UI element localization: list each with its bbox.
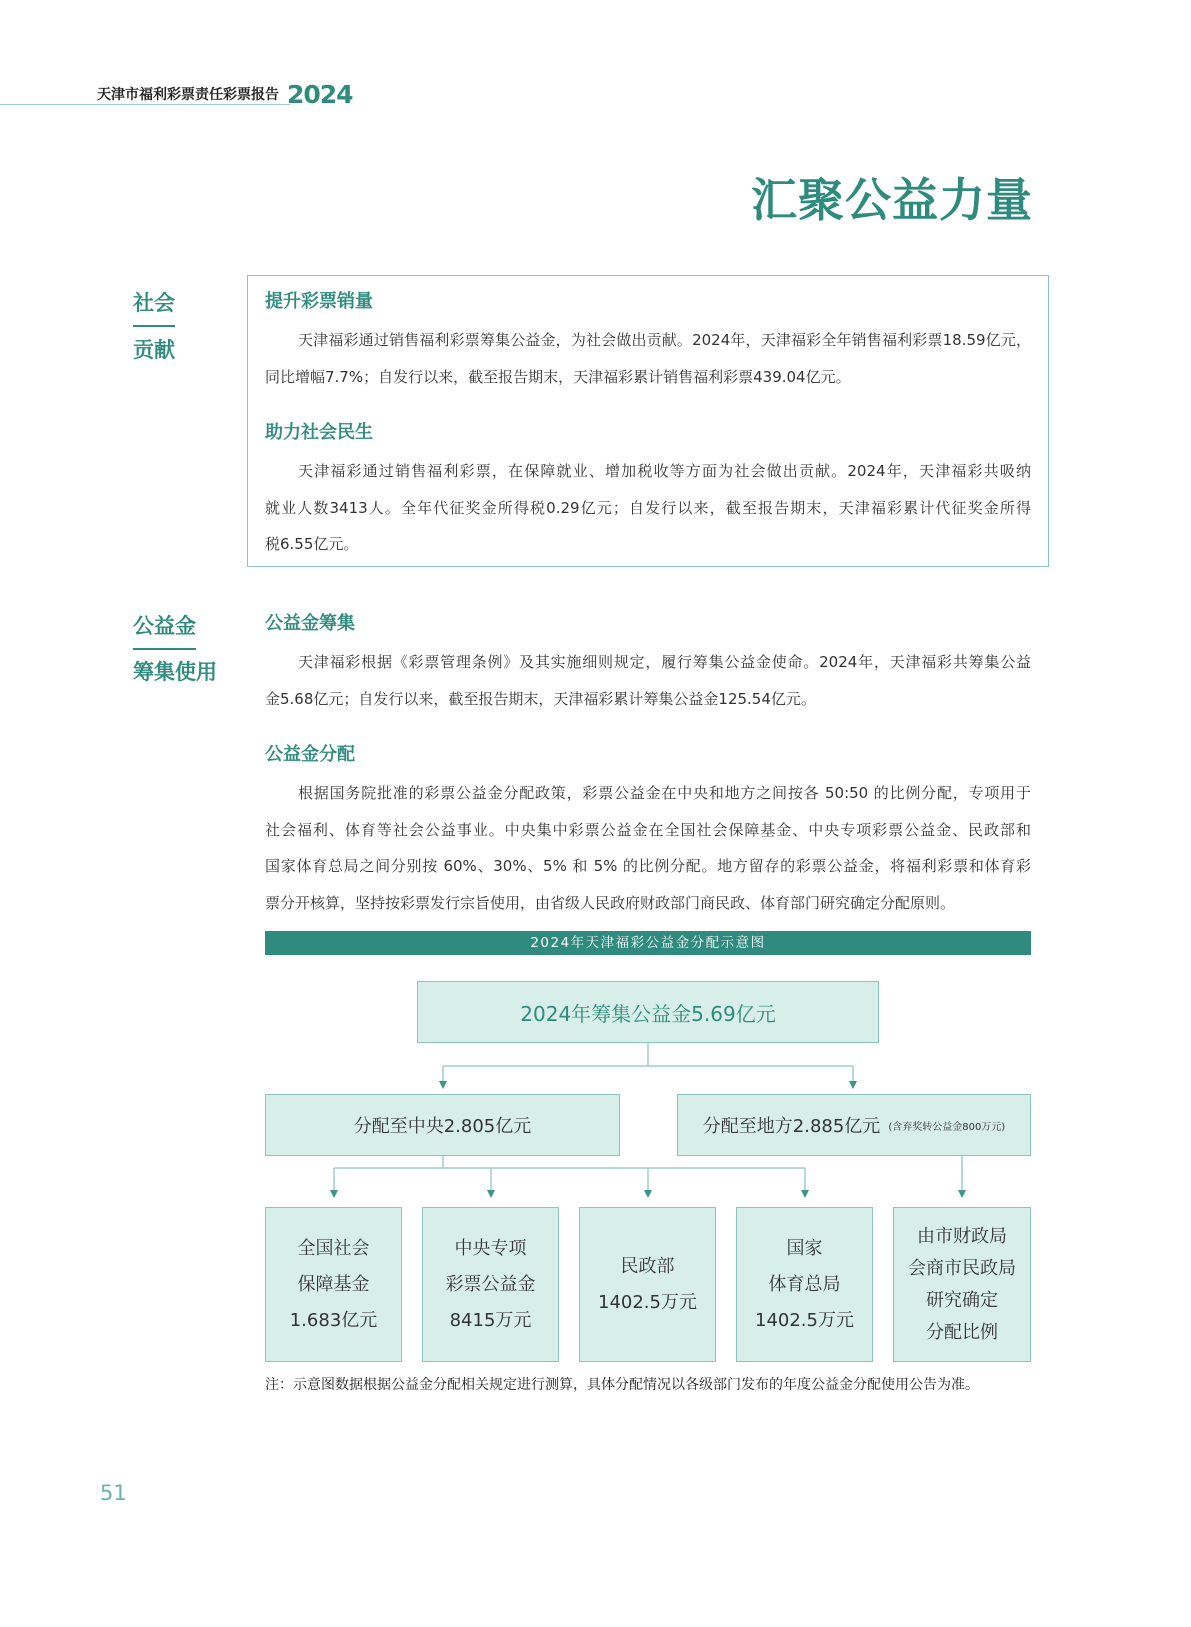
paragraph: [265, 644, 1031, 717]
section-label-rule: [133, 325, 175, 327]
recipient-line: 体育总局: [768, 1273, 841, 1295]
recipient-line: 保障基金: [297, 1273, 370, 1295]
diagram-footnote: 注：示意图数据根据公益金分配相关规定进行测算，具体分配情况以各级部门发布的年度公益金分配使用公告为准。: [265, 1377, 979, 1393]
paragraph: [265, 775, 1031, 921]
total-fund-box: [417, 981, 879, 1043]
recipient-line: 民政部: [620, 1255, 675, 1277]
recipient-line: 中央专项: [454, 1237, 527, 1259]
paragraph-line: 税6.55亿元。: [265, 535, 359, 553]
paragraph-line: 天津福彩根据《彩票管理条例》及其实施细则规定，履行筹集公益金使命。2024年，天津福彩共筹集公益: [298, 653, 1031, 671]
diagram-title-banner: 2024年天津福彩公益金分配示意图: [265, 931, 1031, 955]
block-heading: 公益金筹集: [265, 613, 355, 634]
central-allocation-box: [265, 1094, 620, 1156]
recipient-box-local-rule: [893, 1207, 1031, 1362]
paragraph-line: 金5.68亿元；自发行以来，截至报告期末，天津福彩累计筹集公益金125.54亿元。: [265, 689, 816, 708]
social-contribution-box: [247, 275, 1049, 567]
local-allocation-box: [677, 1094, 1031, 1156]
arrow-down-icon: [958, 1190, 966, 1198]
recipient-box-sports: [736, 1207, 873, 1362]
paragraph-line: 票分开核算，坚持按彩票发行宗旨使用，由省级人民政府财政部门商民政、体育部门研究确定分配原则。: [265, 893, 956, 912]
arrow-down-icon: [330, 1190, 338, 1198]
block-sales: [265, 289, 1031, 395]
central-allocation-label: 分配至中央2.805亿元: [353, 1116, 532, 1137]
recipient-amount: 1402.5万元: [755, 1309, 854, 1331]
paragraph-line: 根据国务院批准的彩票公益金分配政策，彩票公益金在中央和地方之间按各 50:50 的比例分配，专项用于: [298, 784, 1031, 802]
paragraph-line: 社会福利、体育等社会公益事业。中央集中彩票公益金在全国社会保障基金、中央专项彩票公益金、民政部和: [265, 820, 1031, 839]
section-label-rule: [133, 648, 196, 650]
report-year: 2024: [287, 80, 353, 109]
block-livelihood: [265, 420, 1031, 563]
section-label-fund-top: 公益金: [133, 614, 196, 638]
recipient-amount: 8415万元: [449, 1309, 532, 1331]
paragraph: [265, 322, 1031, 395]
total-fund-label: 2024年筹集公益金5.69亿元: [520, 1001, 776, 1026]
paragraph-line: 同比增幅7.7%；自发行以来，截至报告期末，天津福彩累计销售福利彩票439.04亿元。: [265, 367, 851, 386]
report-title: 天津市福利彩票责任彩票报告: [97, 87, 279, 103]
paragraph-line: 天津福彩通过销售福利彩票筹集公益金，为社会做出贡献。2024年，天津福彩全年销售福利彩票18.59亿元，: [298, 331, 1031, 349]
recipient-box-social-security: [265, 1207, 402, 1362]
recipient-line: 分配比例: [926, 1321, 998, 1343]
fund-usage-content: [265, 611, 1031, 921]
arrow-down-icon: [801, 1190, 809, 1198]
block-fund-raising: [265, 611, 1031, 717]
page-number: 51: [100, 1481, 127, 1505]
recipient-line: 研究确定: [926, 1289, 998, 1311]
arrow-down-icon: [487, 1190, 495, 1198]
local-allocation-label: 分配至地方2.885亿元: [702, 1116, 881, 1137]
paragraph-line: 天津福彩通过销售福利彩票，在保障就业、增加税收等方面为社会做出贡献。2024年，天津福彩共吸纳: [298, 462, 1031, 480]
recipient-line: 彩票公益金: [445, 1273, 536, 1295]
block-fund-distribution: [265, 742, 1031, 921]
recipient-box-central-special: [422, 1207, 559, 1362]
recipient-line: 会商市民政局: [908, 1257, 1016, 1279]
block-heading: 提升彩票销量: [265, 291, 373, 312]
paragraph: [265, 453, 1031, 563]
block-heading: 助力社会民生: [265, 422, 373, 443]
section-label-social-bottom: 贡献: [133, 338, 175, 362]
arrow-down-icon: [644, 1190, 652, 1198]
recipient-line: 国家: [786, 1237, 823, 1259]
arrow-down-icon: [849, 1081, 857, 1089]
section-label-social-top: 社会: [133, 291, 175, 315]
recipient-line: 由市财政局: [917, 1225, 1007, 1247]
recipient-line: 全国社会: [297, 1237, 370, 1259]
recipient-amount: 1.683亿元: [289, 1309, 378, 1331]
arrow-down-icon: [439, 1081, 447, 1089]
header-rule: [0, 104, 290, 105]
page-title: 汇聚公益力量: [751, 173, 1033, 227]
recipient-amount: 1402.5万元: [598, 1291, 697, 1313]
section-label-fund-bottom: 筹集使用: [133, 660, 217, 684]
local-allocation-note: (含弃奖转公益金800万元): [888, 1121, 1006, 1133]
paragraph-line: 就业人数3413人。全年代征奖金所得税0.29亿元；自发行以来，截至报告期末，天津福彩累计代征奖金所得: [265, 498, 1031, 517]
recipient-box-civil-affairs: [579, 1207, 716, 1362]
paragraph-line: 国家体育总局之间分别按 60%、30%、5% 和 5% 的比例分配。地方留存的彩票公益金，将福利彩票和体育彩: [265, 857, 1031, 875]
block-heading: 公益金分配: [265, 744, 355, 765]
